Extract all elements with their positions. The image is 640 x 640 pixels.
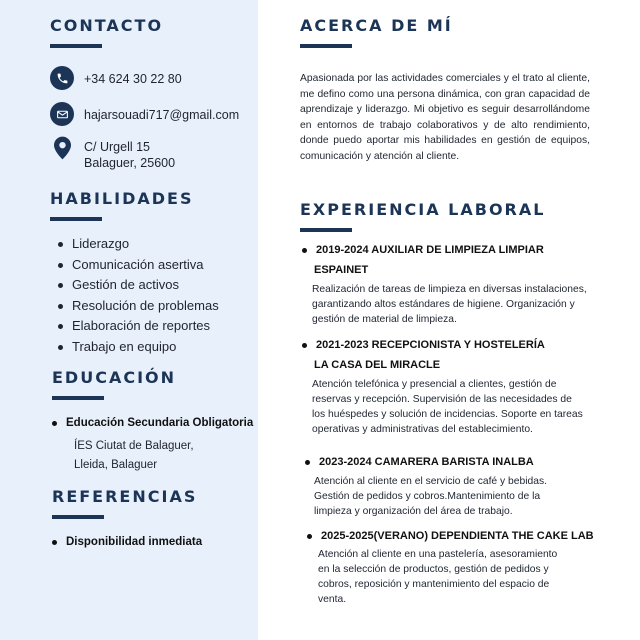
- list-item: Elaboración de reportes: [58, 316, 219, 337]
- contact-email-row: [50, 102, 239, 126]
- about-heading: ACERCA DE MÍ: [300, 16, 453, 35]
- job-title-line2: ESPAINET: [314, 264, 369, 276]
- job-desc-line: cobros, reposición y mantenimiento del espacio de: [318, 579, 550, 590]
- address-line2: Balaguer, 25600: [84, 156, 176, 170]
- job-desc-line: operativas y administrativas del establecimiento.: [312, 424, 533, 435]
- contact-rule: [50, 44, 102, 48]
- about-text: Apasionada por las actividades comerciales y el trato al cliente, me defino como una persona dinámica, con gran capacidad de aprendizaje y liderazgo. Mi objetivo es seguir desarrollándome en entornos de trabajo colaborativos y de alto rendimiento, donde puedo aportar mis habilidades en gestión de equipos, comunicación y atención al cliente.: [300, 73, 590, 162]
- address: [84, 136, 175, 171]
- job-title: 2019-2024 AUXILIAR DE LIMPIEZA LIMPIAR: [302, 241, 544, 260]
- references-heading: REFERENCIAS: [52, 487, 198, 506]
- mail-icon: [50, 102, 74, 126]
- education-school-line1: ÍES Ciutat de Balaguer,: [74, 440, 194, 452]
- education-title: Educación Secundaria Obligatoria: [52, 414, 253, 433]
- job-desc-line: venta.: [318, 594, 347, 605]
- references-item: Disponibilidad inmediata: [52, 533, 202, 552]
- job-desc-line: gestión de material de limpieza.: [312, 314, 457, 325]
- job-desc-line: garantizando altos estándares de higiene. Organización y: [312, 299, 575, 310]
- list-item: Liderazgo: [58, 234, 219, 255]
- experience-rule: [300, 228, 352, 232]
- phone-icon: [50, 66, 74, 90]
- job-title-line2: LA CASA DEL MIRACLE: [314, 359, 441, 371]
- references-rule: [52, 515, 104, 519]
- location-pin-icon: [52, 136, 72, 160]
- job-desc-line: Realización de tareas de limpieza en diversas instalaciones,: [312, 284, 587, 295]
- job-desc-line: Atención al cliente en el servicio de café y bebidas.: [314, 476, 547, 487]
- education-heading: EDUCACIÓN: [52, 368, 177, 387]
- job-desc-line: limpieza y organización del área de trabajo.: [314, 506, 513, 517]
- job-description: [314, 474, 547, 519]
- list-item: Resolución de problemas: [58, 296, 219, 317]
- sidebar: [0, 0, 258, 640]
- skills-list: [58, 234, 219, 357]
- job-title: 2025-2025(VERANO) DEPENDIENTA THE CAKE LAB: [307, 527, 594, 546]
- list-item: Trabajo en equipo: [58, 337, 219, 358]
- job-desc-line: los huéspedes y solución de incidencias. Soporte en tareas: [312, 409, 583, 420]
- job-desc-line: en la selección de productos, gestión de pedidos y: [318, 564, 549, 575]
- contact-phone-row: [50, 66, 182, 90]
- experience-heading: EXPERIENCIA LABORAL: [300, 200, 546, 219]
- job-description: [312, 282, 587, 327]
- address-line1: C/ Urgell 15: [84, 140, 150, 154]
- education-school-line2: Lleida, Balaguer: [74, 459, 158, 471]
- skills-rule: [50, 217, 102, 221]
- list-item: Gestión de activos: [58, 275, 219, 296]
- about-rule: [300, 44, 352, 48]
- job-desc-line: Atención telefónica y presencial a clientes, gestión de: [312, 379, 557, 390]
- phone-number[interactable]: +34 624 30 22 80: [84, 72, 182, 86]
- email-address[interactable]: hajarsouadi717@gmail.com: [84, 108, 240, 122]
- job-desc-line: reservas y recepción. Supervisión de las necesidades de: [312, 394, 572, 405]
- job-title: 2021-2023 RECEPCIONISTA Y HOSTELERÍA: [302, 336, 545, 355]
- contact-heading: CONTACTO: [50, 16, 164, 35]
- job-title: 2023-2024 CAMARERA BARISTA INALBA: [305, 453, 534, 472]
- contact-address-row: [52, 136, 175, 171]
- job-description: [318, 547, 557, 607]
- education-rule: [52, 396, 104, 400]
- job-desc-line: Gestión de pedidos y cobros.Mantenimiento de la: [314, 491, 541, 502]
- skills-heading: HABILIDADES: [50, 189, 194, 208]
- list-item: Comunicación asertiva: [58, 255, 219, 276]
- job-desc-line: Atención al cliente en una pastelería, asesoramiento: [318, 549, 558, 560]
- job-description: [312, 377, 583, 437]
